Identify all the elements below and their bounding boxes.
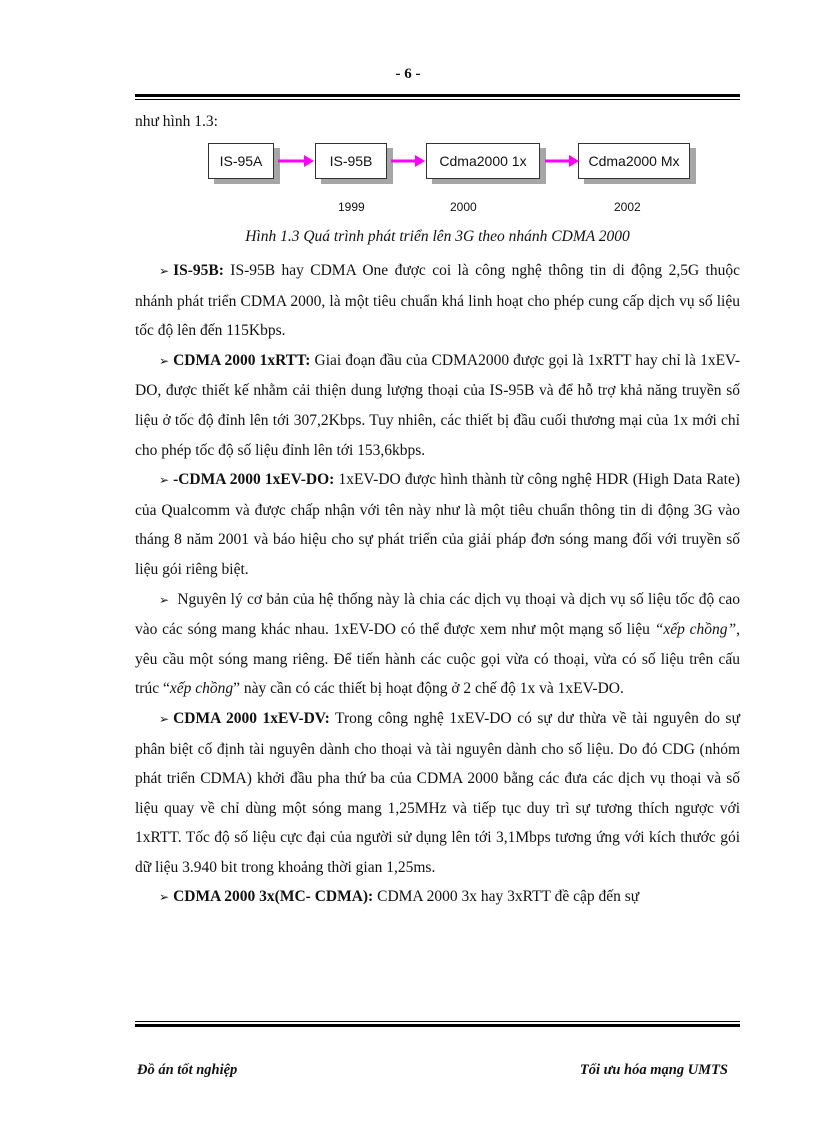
emphasis-text: xếp chồng (169, 680, 234, 698)
paragraph-text: Nguyên lý cơ bản của hệ thống này là chia các dịch vụ thoại và dịch vụ số liệu tốc độ cao vào các sóng mang khác nhau. 1xEV-DO có thể được xem như một mạng số liệu (135, 590, 740, 639)
paragraph-text: CDMA 2000 3x hay 3xRTT đề cập đến sự (373, 888, 640, 906)
paragraph-text: ” này cần có các thiết bị hoạt động ở 2 chế độ 1x và 1xEV-DO. (233, 680, 624, 698)
paragraph (135, 704, 740, 883)
bullet-arrow-icon: ➢ (159, 592, 170, 607)
paragraph (135, 585, 740, 704)
arrow-icon (545, 153, 579, 169)
bullet-arrow-icon: ➢ (159, 890, 170, 905)
emphasis-text: “xếp chồng” (654, 621, 737, 639)
figure-caption: Hình 1.3 Quá trình phát triển lên 3G theo nhánh CDMA 2000 (245, 228, 630, 245)
box-is95a: IS-95A (208, 143, 274, 179)
paragraph (135, 256, 740, 346)
arrow-icon (391, 153, 425, 169)
paragraph-text: IS-95B hay CDMA One được coi là công nghệ thông tin di động 2,5G thuộc nhánh phát triển CDMA 2000, là một tiêu chuẩn khá linh hoạt cho phép cung cấp dịch vụ số liệu tốc độ lên đến 115Kbps. (135, 262, 740, 340)
footer-left: Đồ án tốt nghiệp (137, 1062, 238, 1078)
evolution-diagram (208, 143, 708, 217)
term-label: CDMA 2000 1xRTT: (173, 351, 311, 369)
bullet-arrow-icon: ➢ (159, 711, 170, 726)
bullet-arrow-icon: ➢ (159, 353, 170, 368)
header-rule (135, 94, 740, 100)
box-cdma2000-1x: Cdma2000 1x (426, 143, 540, 179)
bullet-arrow-icon: ➢ (159, 264, 170, 278)
box-is95b: IS-95B (315, 143, 387, 179)
year-label: 1999 (338, 200, 365, 214)
term-label: -CDMA 2000 1xEV-DO: (173, 471, 335, 489)
footer-rule (135, 1021, 740, 1027)
paragraph (135, 882, 740, 913)
paragraph (135, 346, 740, 465)
year-label: 2002 (614, 200, 641, 214)
intro-text: như hình 1.3: (135, 113, 218, 130)
arrow-icon (278, 153, 314, 169)
term-label: IS-95B: (173, 262, 224, 279)
term-label: CDMA 2000 3x(MC- CDMA): (173, 888, 374, 906)
paragraph-text: Trong công nghệ 1xEV-DO có sự dư thừa về tài nguyên do sự phân biệt cố định tài nguyên dành cho thoại và tài nguyên dành cho số liệu. Do đó CDG (nhóm phát triển CDMA) khởi đầu pha thứ ba của CDMA 2000 bằng các đưa các dịch vụ thoại và số liệu quay về chỉ dùng một sóng mang 1,25MHz và tiếp tục duy trì sự tương thích ngược với 1xRTT. Tốc độ số liệu cực đại của người sử dụng lên tới 3,1Mbps tương ứng với kích thước gói dữ liệu 3.940 bit trong khoảng thời gian 1,25ms. (135, 709, 740, 876)
page-number: - 6 - (395, 66, 421, 82)
paragraph (135, 465, 740, 584)
body-text (135, 256, 740, 913)
year-label: 2000 (450, 200, 477, 214)
paragraph-text: , yêu cầu một sóng mang riêng. Để tiến hành các cuộc gọi vừa có thoại, vừa có số liệu trên cấu trúc “ (135, 621, 740, 698)
paragraph-text: Giai đoạn đầu của CDMA2000 được gọi là 1xRTT hay chỉ là 1xEV-DO, được thiết kế nhằm cải thiện dung lượng thoại của IS-95B và để hỗ trợ khả năng truyền số liệu ở tốc độ đỉnh lên tới 307,2Kbps. Tuy nhiên, các thiết bị đầu cuối thương mại của 1x mới chỉ cho phép tốc độ số liệu đỉnh lên tới 153,6kbps. (135, 351, 740, 459)
bullet-arrow-icon: ➢ (159, 473, 170, 488)
term-label: CDMA 2000 1xEV-DV: (173, 709, 330, 727)
box-cdma2000-mx: Cdma2000 Mx (578, 143, 690, 179)
footer-right: Tối ưu hóa mạng UMTS (579, 1062, 728, 1078)
paragraph-text: 1xEV-DO được hình thành từ công nghệ HDR (High Data Rate) của Qualcomm và được chấp nhận với tên này như là một tiêu chuẩn thông tin di động 3G vào tháng 8 năm 2001 và báo hiệu cho sự phát triển của giải pháp đơn sóng mang đối với truyền số liệu gói riêng biệt. (135, 471, 740, 578)
